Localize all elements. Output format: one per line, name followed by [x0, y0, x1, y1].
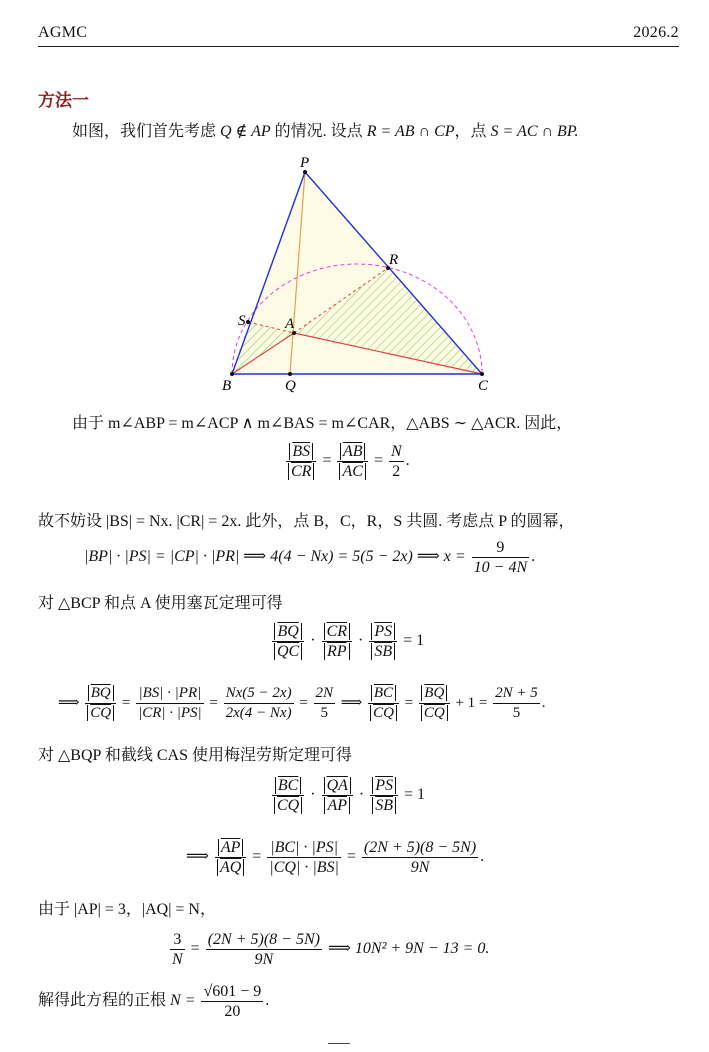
- label-b: B: [222, 378, 232, 394]
- header-right: 2026.2: [633, 24, 679, 41]
- intro-line: [72, 118, 579, 141]
- intro-cond: Q ∉ AP: [220, 123, 271, 140]
- label-q: Q: [285, 378, 296, 394]
- label-p: P: [300, 155, 310, 171]
- label-s: S: [238, 313, 246, 329]
- equation-1: $\frac{\overline{BS}}{CR}$ = $\frac{\overline{AB}}{AC}$ = $\frac{N}{2}$ .: [284, 442, 410, 481]
- intro-r-def: R = AB ∩ CP: [366, 123, 455, 140]
- intro-s-def: S = AC ∩ BP.: [490, 123, 579, 140]
- intro-prefix: 如图，我们首先考虑: [72, 123, 217, 140]
- para-4: 对 △BQP 和截线 CAS 使用梅涅劳斯定理可得: [38, 747, 352, 764]
- point-c: [480, 372, 484, 376]
- equation-5: $\frac{\overline{BC}}{CQ}$ · $\frac{\overline{QA}}{AP}$ · $\frac{\overline{PS}}{SB}$ = 1: [270, 776, 425, 815]
- eq8-fraction: $\frac{√601 - 9}{20}$: [203, 983, 262, 1020]
- point-b: [230, 372, 234, 376]
- point-q: [288, 372, 292, 376]
- equation-4: ⟹ $\frac{\overline{BQ}}{CQ}$ = $\frac{|BS| \cdot |PR|}{|CR| \cdot |PS|}$ = $\frac{Nx(5 - 2x)}{2x(4 - Nx)}$ = $\frac{2N}{5}$ ⟹ $\frac{\overline{BC}}{CQ}$ = $\frac{\overline{BQ}}{CQ}$ + 1 = $\frac{2N + 5}{5}$ .: [58, 685, 546, 721]
- para-2: 故不妨设 |BS| = Nx. |CR| = 2x. 此外，点 B，C，R，S 共圆. 考虑点 P 的圆幂，: [38, 513, 575, 530]
- equation-6: ⟹ $\frac{\overline{AP}}{AQ}$ = $\frac{|BC| \cdot |PS|}{|CQ| \cdot |BS|}$ = $\frac{(2N + 5)(8 - 5N)}{9N}$ .: [186, 839, 485, 876]
- intro-sep: ，点: [454, 123, 487, 140]
- para-5: 由于 |AP| = 3，|AQ| = N，: [38, 901, 216, 918]
- equation-3: $\frac{\overline{BQ}}{QC}$ · $\frac{\overline{CR}}{RP}$ · $\frac{\overline{PS}}{SB}$ = 1: [270, 622, 424, 661]
- para-1: 由于 m∠ABP = m∠ACP ∧ m∠BAS = m∠CAR，△ABS ∼ △ACR. 因此，: [72, 415, 573, 432]
- page-footer-mark: [328, 1043, 350, 1044]
- intro-mid: 的情况. 设点: [274, 123, 363, 140]
- equation-2: |BP| · |PS| = |CP| · |PR| ⟹ 4(4 − Nx) = 5(5 − 2x) ⟹ x = $\frac{9}{10 - 4N}$ .: [84, 539, 536, 576]
- label-a: A: [285, 316, 295, 332]
- para-6-text: 解得此方程的正根: [38, 992, 167, 1010]
- para-6: 解得此方程的正根 N = $\frac{√601 - 9}{20}$ .: [38, 983, 270, 1020]
- section-title: 方法一: [38, 91, 89, 110]
- para-3: 对 △BCP 和点 A 使用塞瓦定理可得: [38, 595, 283, 612]
- header-left: AGMC: [38, 24, 88, 41]
- header-rule: [38, 46, 679, 47]
- label-c: C: [478, 378, 489, 394]
- equation-7: $\frac{3}{N}$ = $\frac{(2N + 5)(8 - 5N)}{9N}$ ⟹ 10N² + 9N − 13 = 0.: [172, 931, 490, 968]
- point-s: [246, 320, 250, 324]
- label-r: R: [389, 252, 399, 268]
- eq8-lhs: N =: [170, 992, 196, 1010]
- geometry-figure: [210, 150, 510, 400]
